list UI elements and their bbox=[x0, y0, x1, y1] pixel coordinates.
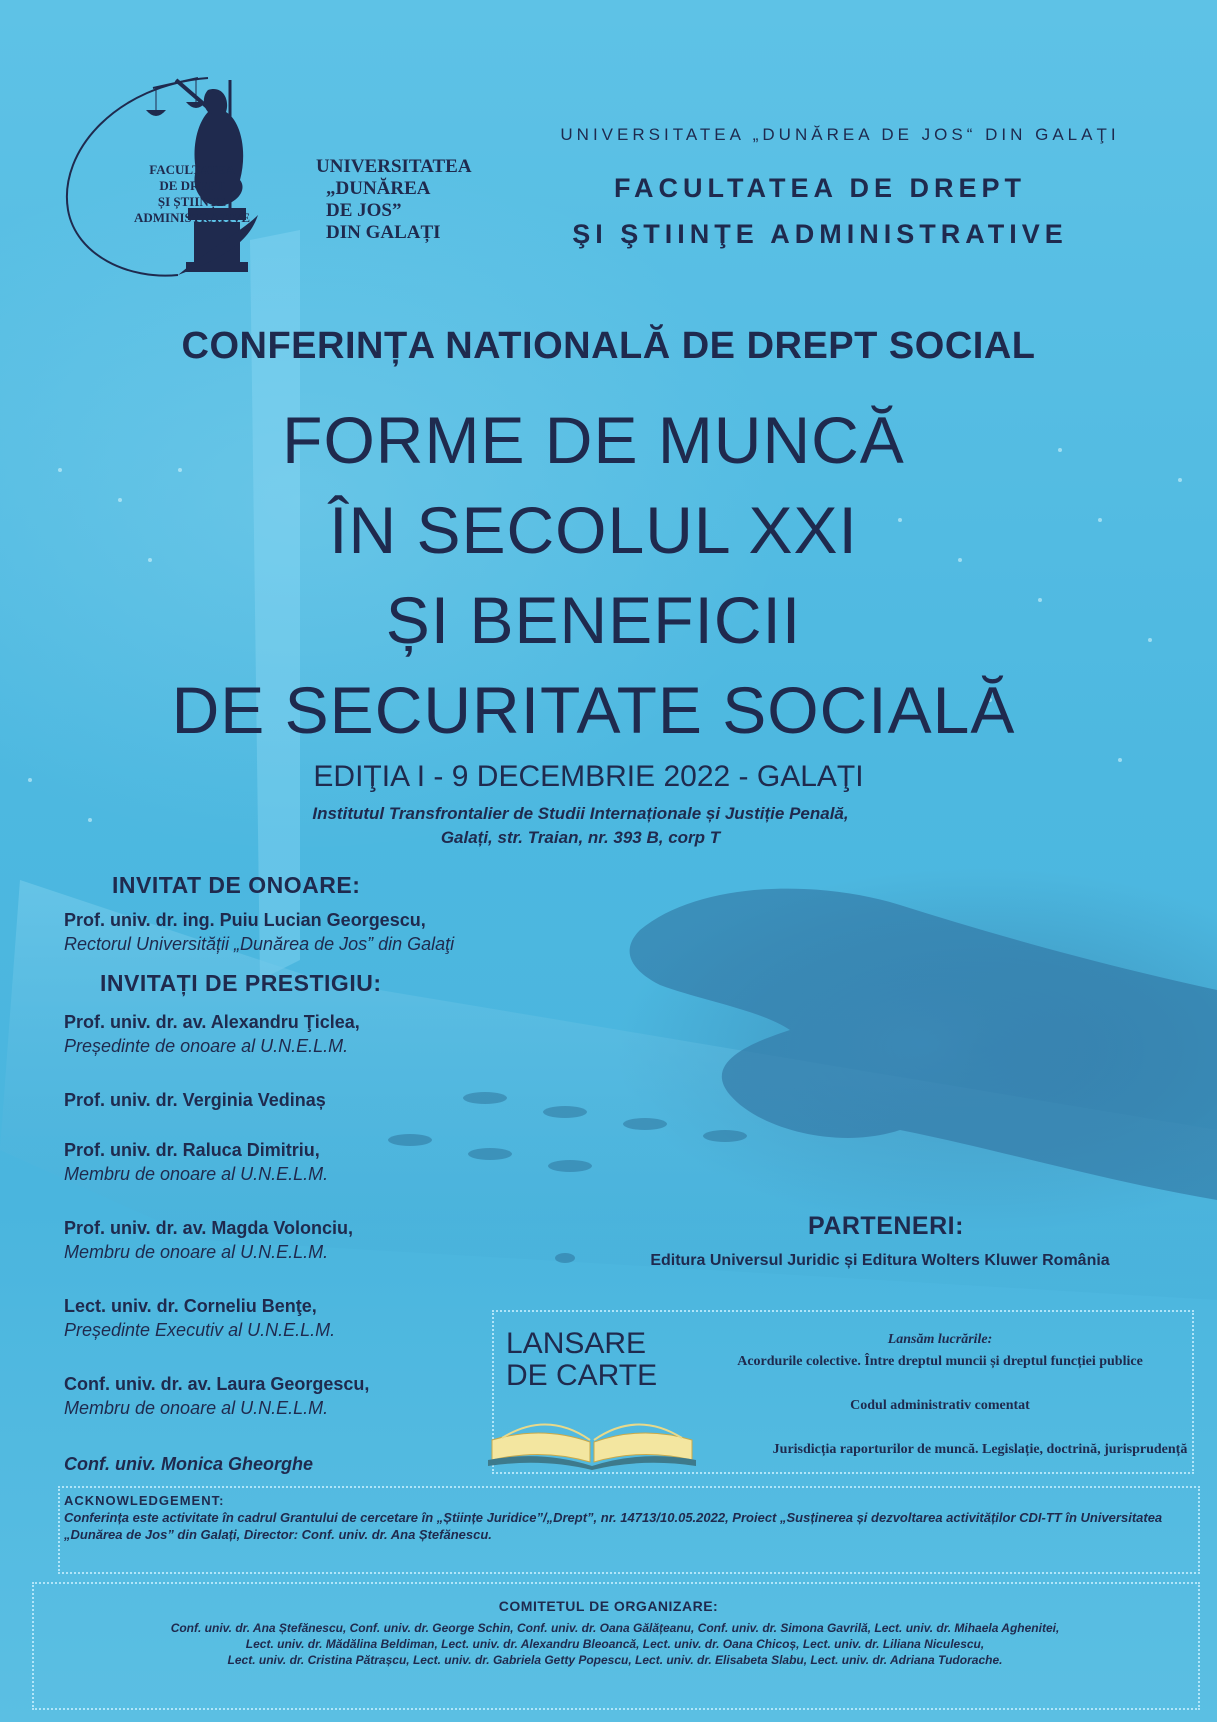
header-university: UNIVERSITATEA „DUNĂREA DE JOS“ DIN GALAŢI bbox=[560, 125, 1120, 144]
guest-role: Rectorul Universității „Dunărea de Jos” din Galaţi bbox=[64, 934, 455, 954]
header-faculty-line2: ŞI ŞTIINŢE ADMINISTRATIVE bbox=[572, 219, 1068, 249]
venue bbox=[0, 802, 1189, 850]
guest-name: Lect. univ. dr. Corneliu Benţe, bbox=[64, 1296, 317, 1316]
committee-heading: COMITETUL DE ORGANIZARE: bbox=[498, 1598, 719, 1614]
committee-line: Lect. univ. dr. Cristina Pătrașcu, Lect. univ. dr. Gabriela Getty Popescu, Lect. univ. dr. Elisabeta Slabu, Lect. univ. dr. Adriana Tudorache. bbox=[227, 1653, 1003, 1667]
header-faculty-line1: FACULTATEA DE DREPT bbox=[614, 173, 1026, 203]
prestige-guest bbox=[64, 1088, 326, 1112]
book-launch-title bbox=[506, 1328, 657, 1392]
title-line: ÎN SECOLUL XXI bbox=[329, 493, 858, 567]
book-title: Jurisdicția raporturilor de muncă. Legislație, doctrină, jurisprudență bbox=[772, 1442, 1188, 1457]
book-launch-title-line2: DE CARTE bbox=[506, 1359, 658, 1392]
book-title: Codul administrativ comentat bbox=[850, 1398, 1030, 1413]
acknowledgement bbox=[64, 1492, 1174, 1543]
logo-university-line: DE JOS” bbox=[326, 200, 402, 221]
guest-role: Președinte Executiv al U.N.E.L.M. bbox=[64, 1320, 336, 1340]
guest-name: Conf. univ. dr. av. Laura Georgescu, bbox=[64, 1374, 370, 1394]
prestige-guest bbox=[64, 1452, 313, 1476]
venue-line2: Galați, str. Traian, nr. 393 B, corp T bbox=[440, 828, 721, 847]
committee-members bbox=[40, 1620, 1190, 1668]
committee-line: Lect. univ. dr. Mădălina Beldiman, Lect. univ. dr. Alexandru Bleoancă, Lect. univ. dr. Oana Chicoș, Lect. univ. dr. Liliana Niculescu, bbox=[245, 1637, 985, 1651]
acknowledgement-text: Conferința este activitate în cadrul Grantului de cercetare în „Științe Juridice”/„Drept”, nr. 14713/10.05.2022, Proiect „Susținerea și dezvoltarea activităților CDI-TT în Universitatea „Dunărea de Jos” din Galați, Director: Conf. univ. dr. Ana Ștefănescu. bbox=[64, 1510, 1163, 1542]
logo-university-line: DIN GALAȚI bbox=[326, 222, 441, 243]
guest-name: Prof. univ. dr. ing. Puiu Lucian Georgescu, bbox=[64, 910, 426, 930]
book-launch-lead: Lansăm lucrările: bbox=[887, 1332, 993, 1347]
header-faculty bbox=[480, 165, 1160, 257]
conference-name: CONFERINȚA NATIONALĂ DE DREPT SOCIAL bbox=[181, 325, 1036, 367]
prestige-guest bbox=[64, 1216, 353, 1264]
book-title: Acordurile colective. Între dreptul muncii și dreptul funcției publice bbox=[737, 1354, 1143, 1369]
prestige-guest bbox=[64, 1138, 328, 1186]
logo-university-text bbox=[316, 156, 472, 244]
logo-university-line: UNIVERSITATEA bbox=[316, 156, 472, 177]
partners-text: Editura Universul Juridic și Editura Wolters Kluwer România bbox=[650, 1252, 1110, 1269]
logo-faculty-line: ȘI ȘTIINȚE bbox=[157, 194, 227, 209]
prestige-guest bbox=[64, 1372, 369, 1420]
prestige-guest bbox=[64, 1294, 335, 1342]
logo-faculty-line: ADMINISTRATIVE bbox=[133, 210, 251, 225]
acknowledgement-heading: ACKNOWLEDGEMENT: bbox=[64, 1493, 225, 1508]
guest-role: Membru de onoare al U.N.E.L.M. bbox=[64, 1164, 329, 1184]
guest-name: Conf. univ. Monica Gheorghe bbox=[64, 1454, 314, 1474]
logo-faculty-line: DE DREPT bbox=[159, 178, 225, 193]
title-line: FORME DE MUNCĂ bbox=[282, 403, 905, 477]
prestige-guest bbox=[64, 1010, 360, 1058]
conference-title bbox=[0, 395, 1217, 755]
committee-line: Conf. univ. dr. Ana Ștefănescu, Conf. univ. dr. George Schin, Conf. univ. dr. Oana Gălățeanu, Conf. univ. dr. Simona Gavrilă, Lect. univ. dr. Mihaela Aghenitei, bbox=[170, 1621, 1060, 1635]
logo-faculty-line: FACULTATEA bbox=[149, 162, 235, 177]
guest-role: Președinte de onoare al U.N.E.L.M. bbox=[64, 1036, 349, 1056]
title-line: DE SECURITATE SOCIALĂ bbox=[171, 673, 1016, 747]
guest-name: Prof. univ. dr. av. Magda Volonciu, bbox=[64, 1218, 354, 1238]
university-logo bbox=[58, 40, 478, 290]
prestige-guests-heading: INVITAȚI DE PRESTIGIU: bbox=[100, 970, 382, 996]
edition-date: EDIŢIA I - 9 DECEMBRIE 2022 - GALAŢI bbox=[313, 760, 864, 793]
guest-name: Prof. univ. dr. av. Alexandru Ţiclea, bbox=[64, 1012, 360, 1032]
partners-heading: PARTENERI: bbox=[808, 1212, 964, 1240]
open-book-icon bbox=[482, 1400, 702, 1470]
honor-guest bbox=[64, 908, 454, 956]
book-launch-list bbox=[690, 1332, 1190, 1486]
title-line: ȘI BENEFICII bbox=[385, 583, 802, 657]
venue-line1: Institutul Transfrontalier de Studii Internaționale și Justiție Penală, bbox=[312, 804, 849, 823]
logo-university-line: „DUNĂREA bbox=[326, 178, 431, 199]
book-launch-title-line1: LANSARE bbox=[506, 1327, 647, 1360]
guest-role: Membru de onoare al U.N.E.L.M. bbox=[64, 1398, 329, 1418]
guest-name: Prof. univ. dr. Verginia Vedinaș bbox=[64, 1090, 326, 1110]
guest-name: Prof. univ. dr. Raluca Dimitriu, bbox=[64, 1140, 320, 1160]
guest-role: Membru de onoare al U.N.E.L.M. bbox=[64, 1242, 329, 1262]
logo-faculty-text bbox=[132, 162, 252, 226]
honor-guest-heading: INVITAT DE ONOARE: bbox=[112, 872, 361, 898]
